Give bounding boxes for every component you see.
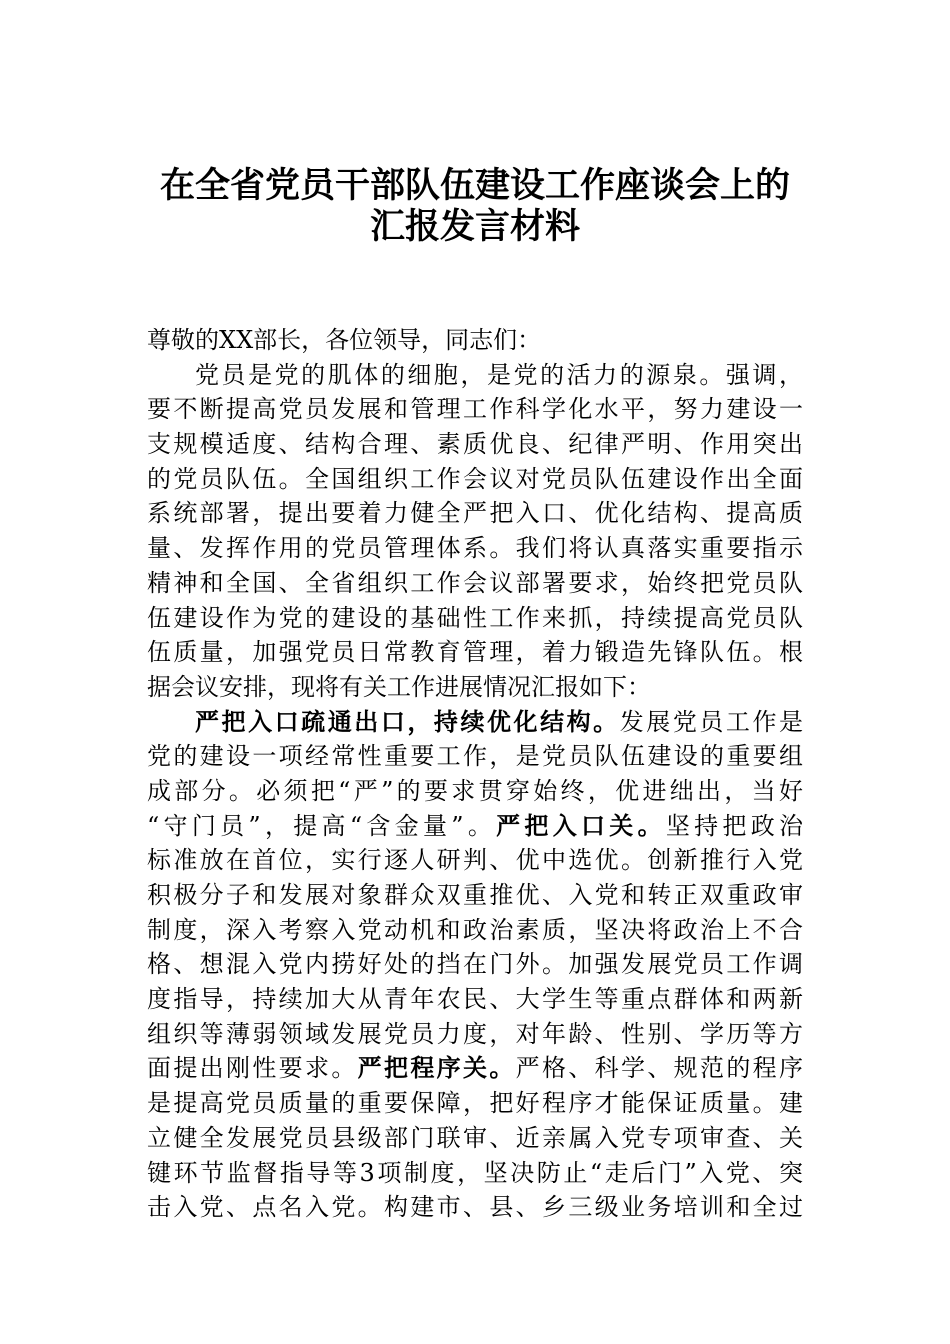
text-run: 成部分。必须把“严”的要求贯穿始终，优进绌出，当好 [147, 776, 803, 805]
text-run: 标准放在首位，实行逐人研判、优中选优。创新推行入党 [147, 846, 803, 875]
text-run: 尊敬的XX部长，各位领导，同志们： [147, 326, 542, 354]
text-run: 键环节监督指导等3项制度，坚决防止“走后门”入党、突 [147, 1158, 803, 1187]
text-run: 伍质量，加强党员日常教育管理，着力锻造先锋队伍。根 [147, 638, 803, 667]
paragraph-line [147, 392, 803, 427]
paragraph-line [147, 705, 803, 740]
text-run: 击入党、点名入党。构建市、县、乡三级业务培训和全过 [147, 1193, 803, 1222]
text-run: 要不断提高党员发展和管理工作科学化水平，努力建设一 [147, 395, 803, 424]
paragraph-line [147, 1051, 803, 1086]
text-run: 立健全发展党员县级部门联审、近亲属入党专项审查、关 [147, 1123, 803, 1152]
paragraph-line [147, 1121, 803, 1156]
text-run: 党的建设一项经常性重要工作，是党员队伍建设的重要组 [147, 742, 803, 771]
paragraph-line [147, 670, 803, 705]
text-run: 伍建设作为党的建设的基础性工作来抓，持续提高党员队 [147, 603, 803, 632]
subheading-run: 严把程序关。 [357, 1053, 516, 1083]
text-run: 度指导，持续加大从青年农民、大学生等重点群体和两新 [147, 985, 803, 1014]
paragraph-line [147, 358, 803, 393]
paragraph-line [147, 739, 803, 774]
paragraph-line [147, 566, 803, 601]
paragraph-line [147, 496, 803, 531]
text-run: 组织等薄弱领域发展党员力度，对年龄、性别、学历等方 [147, 1019, 803, 1048]
text-run: 面提出刚性要求。 [147, 1054, 358, 1083]
paragraph-line [147, 635, 803, 670]
paragraph-line [147, 774, 803, 809]
text-run: 的党员队伍。全国组织工作会议对党员队伍建设作出全面 [147, 464, 803, 493]
text-run: 制度，深入考察入党动机和政治素质，坚决将政治上不合 [147, 915, 803, 944]
section-heading-run: 严把入口疏通出口，持续优化结构。 [195, 706, 620, 736]
paragraph-line [147, 1190, 803, 1225]
paragraph-line [147, 843, 803, 878]
paragraph-line [147, 947, 803, 982]
salutation-line [147, 323, 803, 358]
text-run: 精神和全国、全省组织工作会议部署要求，始终把党员队 [147, 568, 803, 597]
text-run: 党员是党的肌体的细胞，是党的活力的源泉。强调， [195, 360, 803, 389]
text-run: 坚持把政治 [665, 811, 803, 840]
paragraph-line [147, 1156, 803, 1191]
text-run: 格、想混入党内捞好处的挡在门外。加强发展党员工作调 [147, 950, 803, 979]
text-run: 积极分子和发展对象群众双重推优、入党和转正双重政审 [147, 881, 803, 909]
paragraph-line [147, 878, 803, 913]
text-run: “守门员”，提高“含金量”。 [147, 811, 497, 840]
paragraph-line [147, 1086, 803, 1121]
subheading-run: 严把入口关。 [496, 810, 666, 840]
document-title-line-1: 在全省党员干部队伍建设工作座谈会上的 [159, 165, 790, 206]
text-run: 严格、科学、规范的程序 [515, 1054, 803, 1083]
text-run: 量、发挥作用的党员管理体系。我们将认真落实重要指示 [147, 534, 803, 563]
paragraph-line [147, 427, 803, 462]
text-run: 是提高党员质量的重要保障，把好程序才能保证质量。建 [147, 1089, 803, 1118]
paragraph-line [147, 913, 803, 948]
paragraph-line [147, 601, 803, 636]
document-body [147, 323, 803, 1225]
text-run: 支规模适度、结构合理、素质优良、纪律严明、作用突出 [147, 430, 803, 459]
paragraph-line [147, 982, 803, 1017]
paragraph-line [147, 809, 803, 844]
text-run: 系统部署，提出要着力健全严把入口、优化结构、提高质 [147, 499, 803, 528]
paragraph-line [147, 531, 803, 566]
document-title-line-2: 汇报发言材料 [369, 206, 580, 247]
paragraph-line [147, 1017, 803, 1052]
text-run: 发展党员工作是 [619, 707, 803, 736]
paragraph-line [147, 462, 803, 497]
text-run: 据会议安排，现将有关工作进展情况汇报如下： [147, 672, 651, 701]
